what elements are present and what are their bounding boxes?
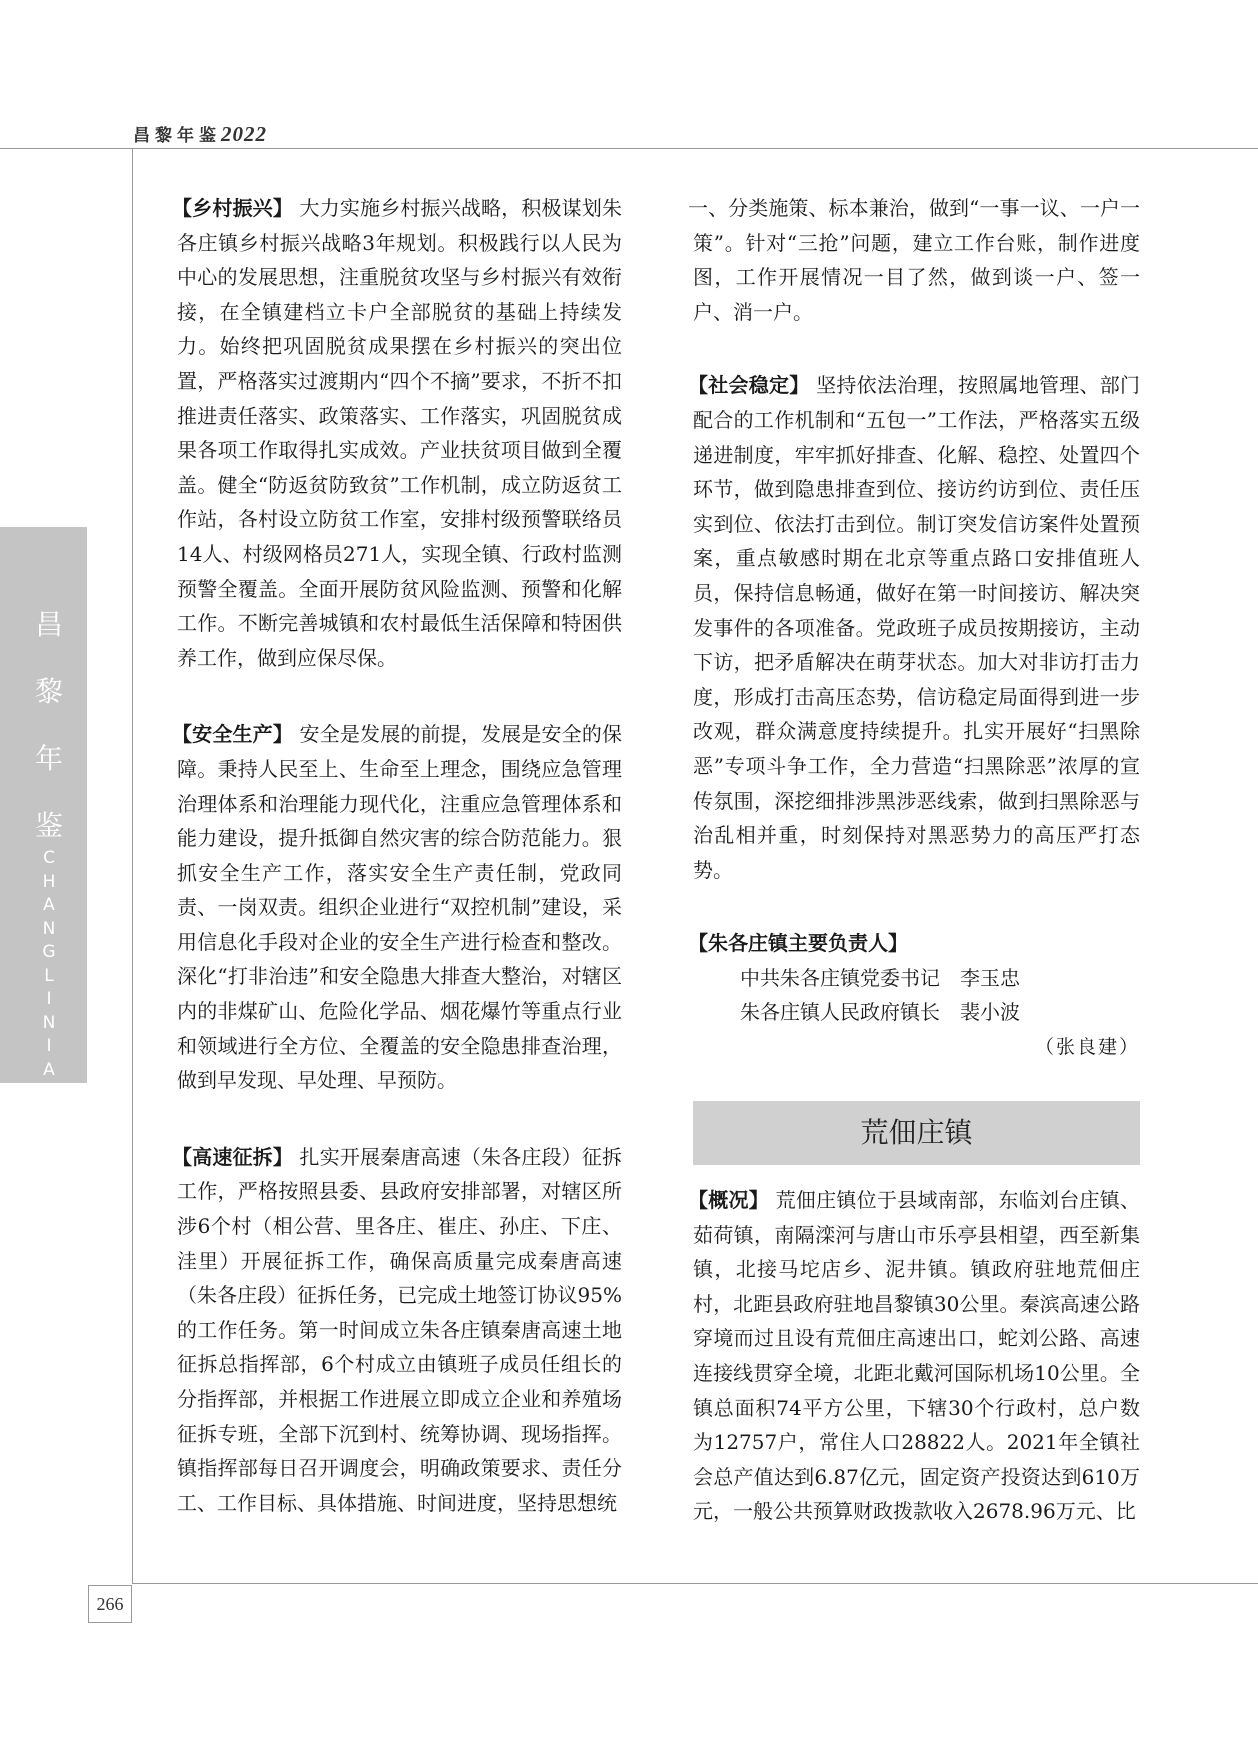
side-letter: I: [46, 1130, 52, 1150]
side-tab: [0, 527, 87, 1197]
author-signature: （张良建）: [1034, 1036, 1140, 1059]
section-label: 【乡村振兴】: [172, 196, 293, 220]
page-number: 266: [88, 1585, 132, 1623]
side-char: 黎: [34, 675, 63, 708]
side-char: 年: [34, 742, 63, 775]
section-text: 荒佃庄镇位于县域南部，东临刘台庄镇、茹荷镇，南隔滦河与唐山市乐亭县相望，西至新集镇，北接马坨店乡、泥井镇。镇政府驻地荒佃庄村，北距县政府驻地昌黎镇30公里。秦滨高速公路穿境而过且设有荒佃庄高速出口，蛇刘公路、高速连接线贯穿全境，北距北戴河国际机场10公里。全镇总面积74平方公里，下辖30个行政村，总户数为12757户，常住人口28822人。2021年全镇社会总产值达到6.87亿元，固定资产投资达到610万元，一般公共预算财政拨款收入2678.96万元、比: [693, 1188, 1141, 1524]
town-overview: [688, 1183, 1141, 1529]
side-letter: H: [42, 871, 56, 892]
side-letter: A: [43, 895, 55, 915]
section-label: 【概况】: [688, 1188, 770, 1212]
side-letter: J: [46, 1106, 52, 1127]
section-label: 【安全生产】: [172, 722, 293, 747]
leaders-heading: 【朱各庄镇主要负责人】: [688, 931, 908, 956]
side-letter: A: [43, 1059, 55, 1080]
leader-mayor: 朱各庄镇人民政府镇长 裴小波: [740, 1000, 1020, 1025]
side-letter: I: [46, 1036, 52, 1056]
side-char: 鉴: [34, 809, 63, 842]
section-text: 安全是发展的前提，发展是安全的保障。秉持人民至上、生命至上理念，围绕应急管理治理体系和治理能力现代化，注重应急管理体系和能力建设，提升抵御自然灾害的综合防范能力。狠抓安全生产工作，落实安全生产责任制，党政同责、一岗双责。组织企业进行“双控机制”建设，采用信息化手段对企业的安全生产进行检查和整改。深化“打非治违”和安全隐患大排查大整治，对辖区内的非煤矿山、危险化学品、烟花爆竹等重点行业和领域进行全方位、全覆盖的安全隐患排查治理，做到早发现、早处理、早预防。: [177, 722, 623, 1093]
side-letter: N: [42, 1012, 56, 1033]
footer-rule: [132, 1583, 1258, 1584]
side-letter: L: [44, 965, 54, 986]
section-text: 大力实施乡村振兴战略，积极谋划朱各庄镇乡村振兴战略3年规划。积极践行以人民为中心的发展思想，注重脱贫攻坚与乡村振兴有效衔接，在全镇建档立卡户全部脱贫的基础上持续发力。始终把巩固脱贫成果摆在乡村振兴的突出位置，严格落实过渡期内“四个不摘”要求，不折不扣推进责任落实、政策落实、工作落实，巩固脱贫成果各项工作取得扎实成效。产业扶贫项目做到全覆盖。健全“防返贫防致贫”工作机制，成立防返贫工作站，各村设立防贫工作室，安排村级预警联络员14人、村级网格员271人，实现全镇、行政村监测预警全覆盖。全面开展防贫风险监测、预警和化解工作。不断完善城镇和农村最低生活保障和特困供养工作，做到应保尽保。: [177, 196, 623, 670]
section-label: 【高速征拆】: [172, 1144, 293, 1169]
header-rule: [0, 148, 1258, 149]
side-letter: G: [42, 942, 56, 962]
side-letter: N: [42, 918, 56, 939]
continued-text: 一、分类施策、标本兼治，做到“一事一议、一户一策”。针对“三抢”问题，建立工作台账，制作进度图，工作开展情况一目了然，做到谈一户、签一户、消一户。: [688, 196, 1140, 324]
header-title: 昌黎年鉴: [133, 126, 221, 146]
left-column: [172, 191, 623, 1520]
section-text: 坚持依法治理，按照属地管理、部门配合的工作机制和“五包一”工作法，严格落实五级递进制度，牢牢抓好排查、化解、稳控、处置四个环节，做到隐患排查到位、接访约访到位、责任压实到位、依法打击到位。制订突发信访案件处置预案，重点敏感时期在北京等重点路口安排值班人员，保持信息畅通，做好在第一时间接访、解决突发事件的各项准备。党政班子成员按期接访，主动下访，把矛盾解决在萌芽状态。加大对非访打击力度，形成打击高压态势，信访稳定局面得到进一步改观，群众满意度持续提升。扎实开展好“扫黑除恶”专项斗争工作，全力营造“扫黑除恶”浓厚的宣传氛围，深挖细排涉黑涉恶线索，做到扫黑除恶与治乱相并重，时刻保持对黑恶势力的高压严打态势。: [693, 373, 1141, 882]
section-rural-revitalization: [172, 191, 623, 675]
header-year: 2022: [221, 122, 267, 146]
section-highway-demolition: [172, 1140, 623, 1521]
side-tab-chinese: [31, 591, 67, 859]
section-text: 扎实开展秦唐高速（朱各庄段）征拆工作，严格按照县委、县政府安排部署，对辖区所涉6个村（相公营、里各庄、崔庄、孙庄、下庄、洼里）开展征拆工作，确保高质量完成秦唐高速（朱各庄段）征拆任务，已完成土地签订协议95%的工作任务。第一时间成立朱各庄镇秦唐高速土地征拆总指挥部，6个村成立由镇班子成员任组长的分指挥部，并根据工作进展立即成立企业和养殖场征拆专班，全部下沉到村、统筹协调、现场指挥。镇指挥部每日召开调度会，明确政策要求、责任分工、工作目标、具体措施、时间进度，坚持思想统: [177, 1144, 623, 1515]
running-header: [133, 121, 267, 147]
right-column: [688, 191, 1141, 1064]
leader-secretary: 中共朱各庄镇党委书记 李玉忠: [740, 965, 1020, 990]
section-overview: [688, 1183, 1141, 1529]
margin-rule: [132, 148, 133, 1583]
side-char: 昌: [34, 608, 63, 641]
town-banner: 荒佃庄镇: [693, 1101, 1140, 1165]
side-letter: N: [42, 1177, 56, 1197]
section-work-safety: [172, 717, 623, 1098]
section-social-stability: [688, 368, 1141, 887]
side-letter: A: [43, 1153, 55, 1174]
side-letter: I: [46, 989, 52, 1009]
side-letter: N: [42, 1083, 56, 1103]
section-label: 【社会稳定】: [688, 373, 810, 398]
side-letter: C: [43, 848, 55, 868]
side-tab-english: [37, 847, 61, 1200]
